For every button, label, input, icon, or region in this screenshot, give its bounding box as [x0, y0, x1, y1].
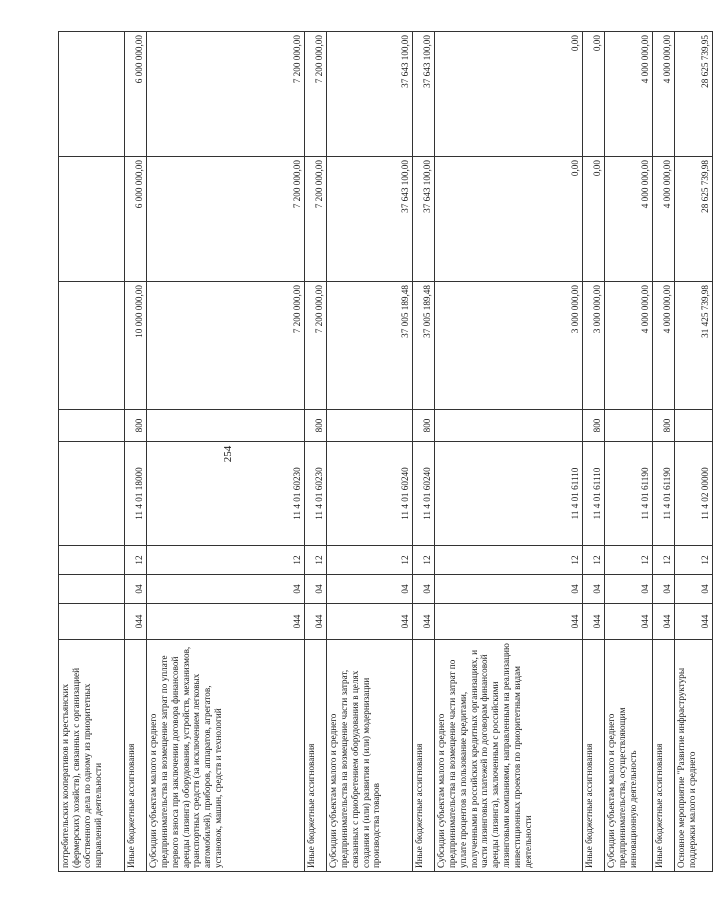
expense-type-cell — [605, 410, 653, 442]
expense-type-cell: 800 — [305, 410, 327, 442]
target-article-cell: 11 4 02 00000 — [675, 442, 713, 546]
ministry-code-cell: 044 — [583, 604, 605, 640]
amount-year2-cell: 4 000 000,00 — [605, 157, 653, 282]
ministry-code-cell: 044 — [413, 604, 435, 640]
target-article-cell — [59, 442, 125, 546]
amount-year3-cell: 37 643 100,00 — [413, 32, 435, 157]
section-code-cell: 04 — [435, 575, 583, 604]
table-row — [125, 32, 147, 872]
expense-type-cell — [435, 410, 583, 442]
section-code-cell: 04 — [305, 575, 327, 604]
section-code-cell: 04 — [583, 575, 605, 604]
amount-year1-cell — [59, 282, 125, 410]
amount-year2-cell: 28 625 739,98 — [675, 157, 713, 282]
target-article-cell: 11 4 01 60240 — [327, 442, 413, 546]
budget-table — [58, 31, 713, 872]
amount-year2-cell — [59, 157, 125, 282]
ministry-code-cell: 044 — [675, 604, 713, 640]
subsection-code-cell: 12 — [653, 546, 675, 575]
table-row — [653, 32, 675, 872]
amount-year3-cell: 4 000 000,00 — [653, 32, 675, 157]
subsection-code-cell — [59, 546, 125, 575]
amount-year2-cell: 37 643 100,00 — [327, 157, 413, 282]
section-code-cell: 04 — [327, 575, 413, 604]
expense-type-cell — [327, 410, 413, 442]
table-row — [305, 32, 327, 872]
subsection-code-cell: 12 — [147, 546, 305, 575]
table-row — [605, 32, 653, 872]
amount-year2-cell: 0,00 — [583, 157, 605, 282]
amount-year3-cell: 0,00 — [435, 32, 583, 157]
ministry-code-cell: 044 — [147, 604, 305, 640]
table-row — [413, 32, 435, 872]
amount-year1-cell: 3 000 000,00 — [435, 282, 583, 410]
row-name-cell: Иные бюджетные ассигнования — [653, 640, 675, 872]
target-article-cell: 11 4 01 60230 — [147, 442, 305, 546]
budget-table-rotated — [58, 32, 711, 872]
row-name-cell: Субсидии субъектам малого и среднего предпринимательства на возмещение части затрат, связанных с приобретением оборудования в целях создания и (или) развития и (или) модернизации производства товаров — [327, 640, 413, 872]
row-name-cell: Иные бюджетные ассигнования — [413, 640, 435, 872]
subsection-code-cell: 12 — [583, 546, 605, 575]
amount-year2-cell: 0,00 — [435, 157, 583, 282]
amount-year1-cell: 10 000 000,00 — [125, 282, 147, 410]
amount-year3-cell: 28 625 739,95 — [675, 32, 713, 157]
expense-type-cell: 800 — [583, 410, 605, 442]
amount-year3-cell: 4 000 000,00 — [605, 32, 653, 157]
expense-type-cell: 800 — [125, 410, 147, 442]
ministry-code-cell: 044 — [125, 604, 147, 640]
section-code-cell: 04 — [675, 575, 713, 604]
expense-type-cell — [59, 410, 125, 442]
expense-type-cell — [675, 410, 713, 442]
target-article-cell: 11 4 01 18000 — [125, 442, 147, 546]
row-name-cell: Иные бюджетные ассигнования — [583, 640, 605, 872]
amount-year3-cell: 37 643 100,00 — [327, 32, 413, 157]
amount-year2-cell: 6 000 000,00 — [125, 157, 147, 282]
ministry-code-cell: 044 — [327, 604, 413, 640]
budget-table-frame — [58, 32, 711, 872]
amount-year2-cell: 4 000 000,00 — [653, 157, 675, 282]
amount-year2-cell: 7 200 000,00 — [147, 157, 305, 282]
table-row — [327, 32, 413, 872]
amount-year1-cell: 37 005 189,48 — [413, 282, 435, 410]
section-code-cell — [59, 575, 125, 604]
amount-year3-cell — [59, 32, 125, 157]
target-article-cell: 11 4 01 60230 — [305, 442, 327, 546]
table-row — [59, 32, 125, 872]
section-code-cell: 04 — [147, 575, 305, 604]
row-name-cell: Субсидии субъектам малого и среднего предпринимательства на возмещение части затрат по уплате процентов за пользование кредитами, полученными в российских кредитных организациях, и части лизинговых платежей по договорам финансовой аренды (лизинга), заключенным с российскими лизинговыми компаниями, направленным на реализацию инвестиционных проектов по приоритетным видам деятельности — [435, 640, 583, 872]
amount-year3-cell: 7 200 000,00 — [305, 32, 327, 157]
amount-year1-cell: 7 200 000,00 — [305, 282, 327, 410]
row-name-cell: потребительских кооперативов и крестьянских (фермерских) хозяйств), связанных с организацией собственного дела по одному из приоритетных направлений деятельности — [59, 640, 125, 872]
amount-year3-cell: 7 200 000,00 — [147, 32, 305, 157]
section-code-cell: 04 — [413, 575, 435, 604]
expense-type-cell — [147, 410, 305, 442]
target-article-cell: 11 4 01 61190 — [605, 442, 653, 546]
expense-type-cell: 800 — [653, 410, 675, 442]
section-code-cell: 04 — [605, 575, 653, 604]
amount-year2-cell: 37 643 100,00 — [413, 157, 435, 282]
expense-type-cell: 800 — [413, 410, 435, 442]
ministry-code-cell: 044 — [305, 604, 327, 640]
amount-year1-cell: 4 000 000,00 — [605, 282, 653, 410]
amount-year2-cell: 7 200 000,00 — [305, 157, 327, 282]
subsection-code-cell: 12 — [413, 546, 435, 575]
subsection-code-cell: 12 — [435, 546, 583, 575]
subsection-code-cell: 12 — [305, 546, 327, 575]
target-article-cell: 11 4 01 61190 — [653, 442, 675, 546]
amount-year1-cell: 7 200 000,00 — [147, 282, 305, 410]
ministry-code-cell: 044 — [435, 604, 583, 640]
table-row — [435, 32, 583, 872]
subsection-code-cell: 12 — [327, 546, 413, 575]
row-name-cell: Иные бюджетные ассигнования — [305, 640, 327, 872]
table-row — [147, 32, 305, 872]
amount-year3-cell: 6 000 000,00 — [125, 32, 147, 157]
amount-year1-cell: 37 005 189,48 — [327, 282, 413, 410]
ministry-code-cell — [59, 604, 125, 640]
table-row — [675, 32, 713, 872]
section-code-cell: 04 — [125, 575, 147, 604]
target-article-cell: 11 4 01 60240 — [413, 442, 435, 546]
row-name-cell: Иные бюджетные ассигнования — [125, 640, 147, 872]
target-article-cell: 11 4 01 61110 — [583, 442, 605, 546]
section-code-cell: 04 — [653, 575, 675, 604]
row-name-cell: Субсидии субъектам малого и среднего предпринимательства, осуществляющим инновационную деятельность — [605, 640, 653, 872]
amount-year1-cell: 3 000 000,00 — [583, 282, 605, 410]
ministry-code-cell: 044 — [605, 604, 653, 640]
row-name-cell: Субсидии субъектам малого и среднего предпринимательства на возмещение затрат по уплате первого взноса при заключении договора финансовой аренды (лизинга) оборудования, устройств, механизмов, транспортных средств (за исключением легковых автомобилей), приборов, аппаратов, агрегатов, установок, машин, средств и технологий — [147, 640, 305, 872]
amount-year1-cell: 31 425 739,98 — [675, 282, 713, 410]
subsection-code-cell: 12 — [675, 546, 713, 575]
page-number: 254 — [222, 445, 234, 463]
ministry-code-cell: 044 — [653, 604, 675, 640]
table-row — [583, 32, 605, 872]
subsection-code-cell: 12 — [125, 546, 147, 575]
amount-year1-cell: 4 000 000,00 — [653, 282, 675, 410]
target-article-cell: 11 4 01 61110 — [435, 442, 583, 546]
amount-year3-cell: 0,00 — [583, 32, 605, 157]
row-name-cell: Основное мероприятие "Развитие инфраструктуры поддержки малого и среднего — [675, 640, 713, 872]
subsection-code-cell: 12 — [605, 546, 653, 575]
table-body — [59, 32, 713, 872]
